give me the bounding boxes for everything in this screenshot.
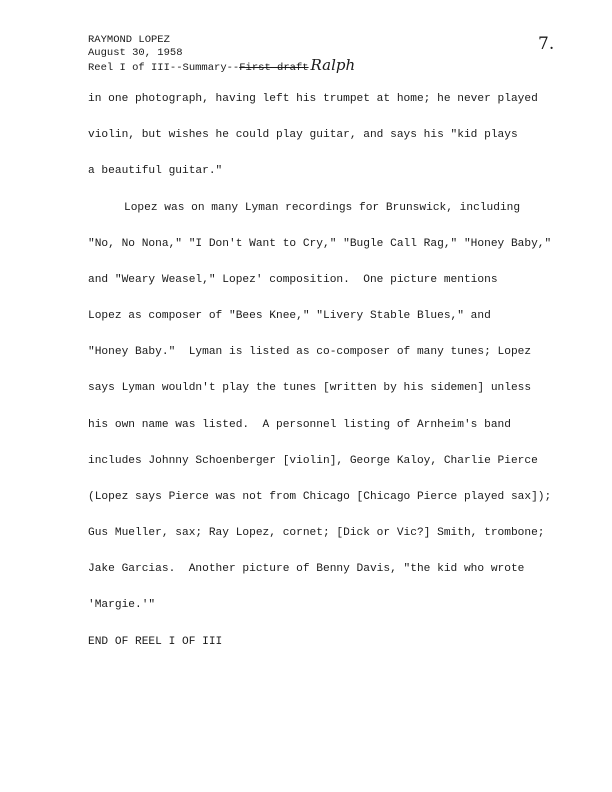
- body-line: 'Margie.'": [88, 599, 156, 611]
- body-line: Gus Mueller, sax; Ray Lopez, cornet; [Dick or Vic?] Smith, trombone;: [88, 527, 545, 539]
- body-line: includes Johnny Schoenberger [violin], George Kaloy, Charlie Pierce: [88, 455, 538, 467]
- header-reel-line: [88, 56, 356, 75]
- body-line: his own name was listed. A personnel listing of Arnheim's band: [88, 419, 511, 431]
- body-line: Lopez was on many Lyman recordings for Brunswick, including: [124, 202, 521, 214]
- header-reel-prefix: Reel I of III--Summary--: [88, 62, 240, 74]
- body-line: (Lopez says Pierce was not from Chicago [Chicago Pierce played sax]);: [88, 491, 552, 503]
- body-line: "Honey Baby." Lyman is listed as co-composer of many tunes; Lopez: [88, 346, 532, 358]
- body-line: in one photograph, having left his trumpet at home; he never played: [88, 93, 538, 105]
- document-header: [88, 34, 355, 75]
- body-line: a beautiful guitar.": [88, 165, 223, 177]
- handwritten-initials: Ralph: [310, 56, 356, 74]
- body-line: violin, but wishes he could play guitar, and says his "kid plays: [88, 129, 518, 141]
- body-line: Jake Garcias. Another picture of Benny Davis, "the kid who wrote: [88, 563, 525, 575]
- body-line: Lopez as composer of "Bees Knee," "Livery Stable Blues," and: [88, 310, 491, 322]
- body-line: "No, No Nona," "I Don't Want to Cry," "Bugle Call Rag," "Honey Baby,": [88, 238, 552, 250]
- page-number: 7.: [538, 34, 555, 54]
- header-date: August 30, 1958: [88, 46, 183, 59]
- body-line: and "Weary Weasel," Lopez' composition. One picture mentions: [88, 274, 498, 286]
- end-of-reel-note: END OF REEL I OF III: [88, 636, 223, 648]
- body-line: says Lyman wouldn't play the tunes [written by his sidemen] unless: [88, 382, 532, 394]
- struck-draft-note: First draft: [239, 62, 309, 74]
- header-name: RAYMOND LOPEZ: [88, 34, 170, 46]
